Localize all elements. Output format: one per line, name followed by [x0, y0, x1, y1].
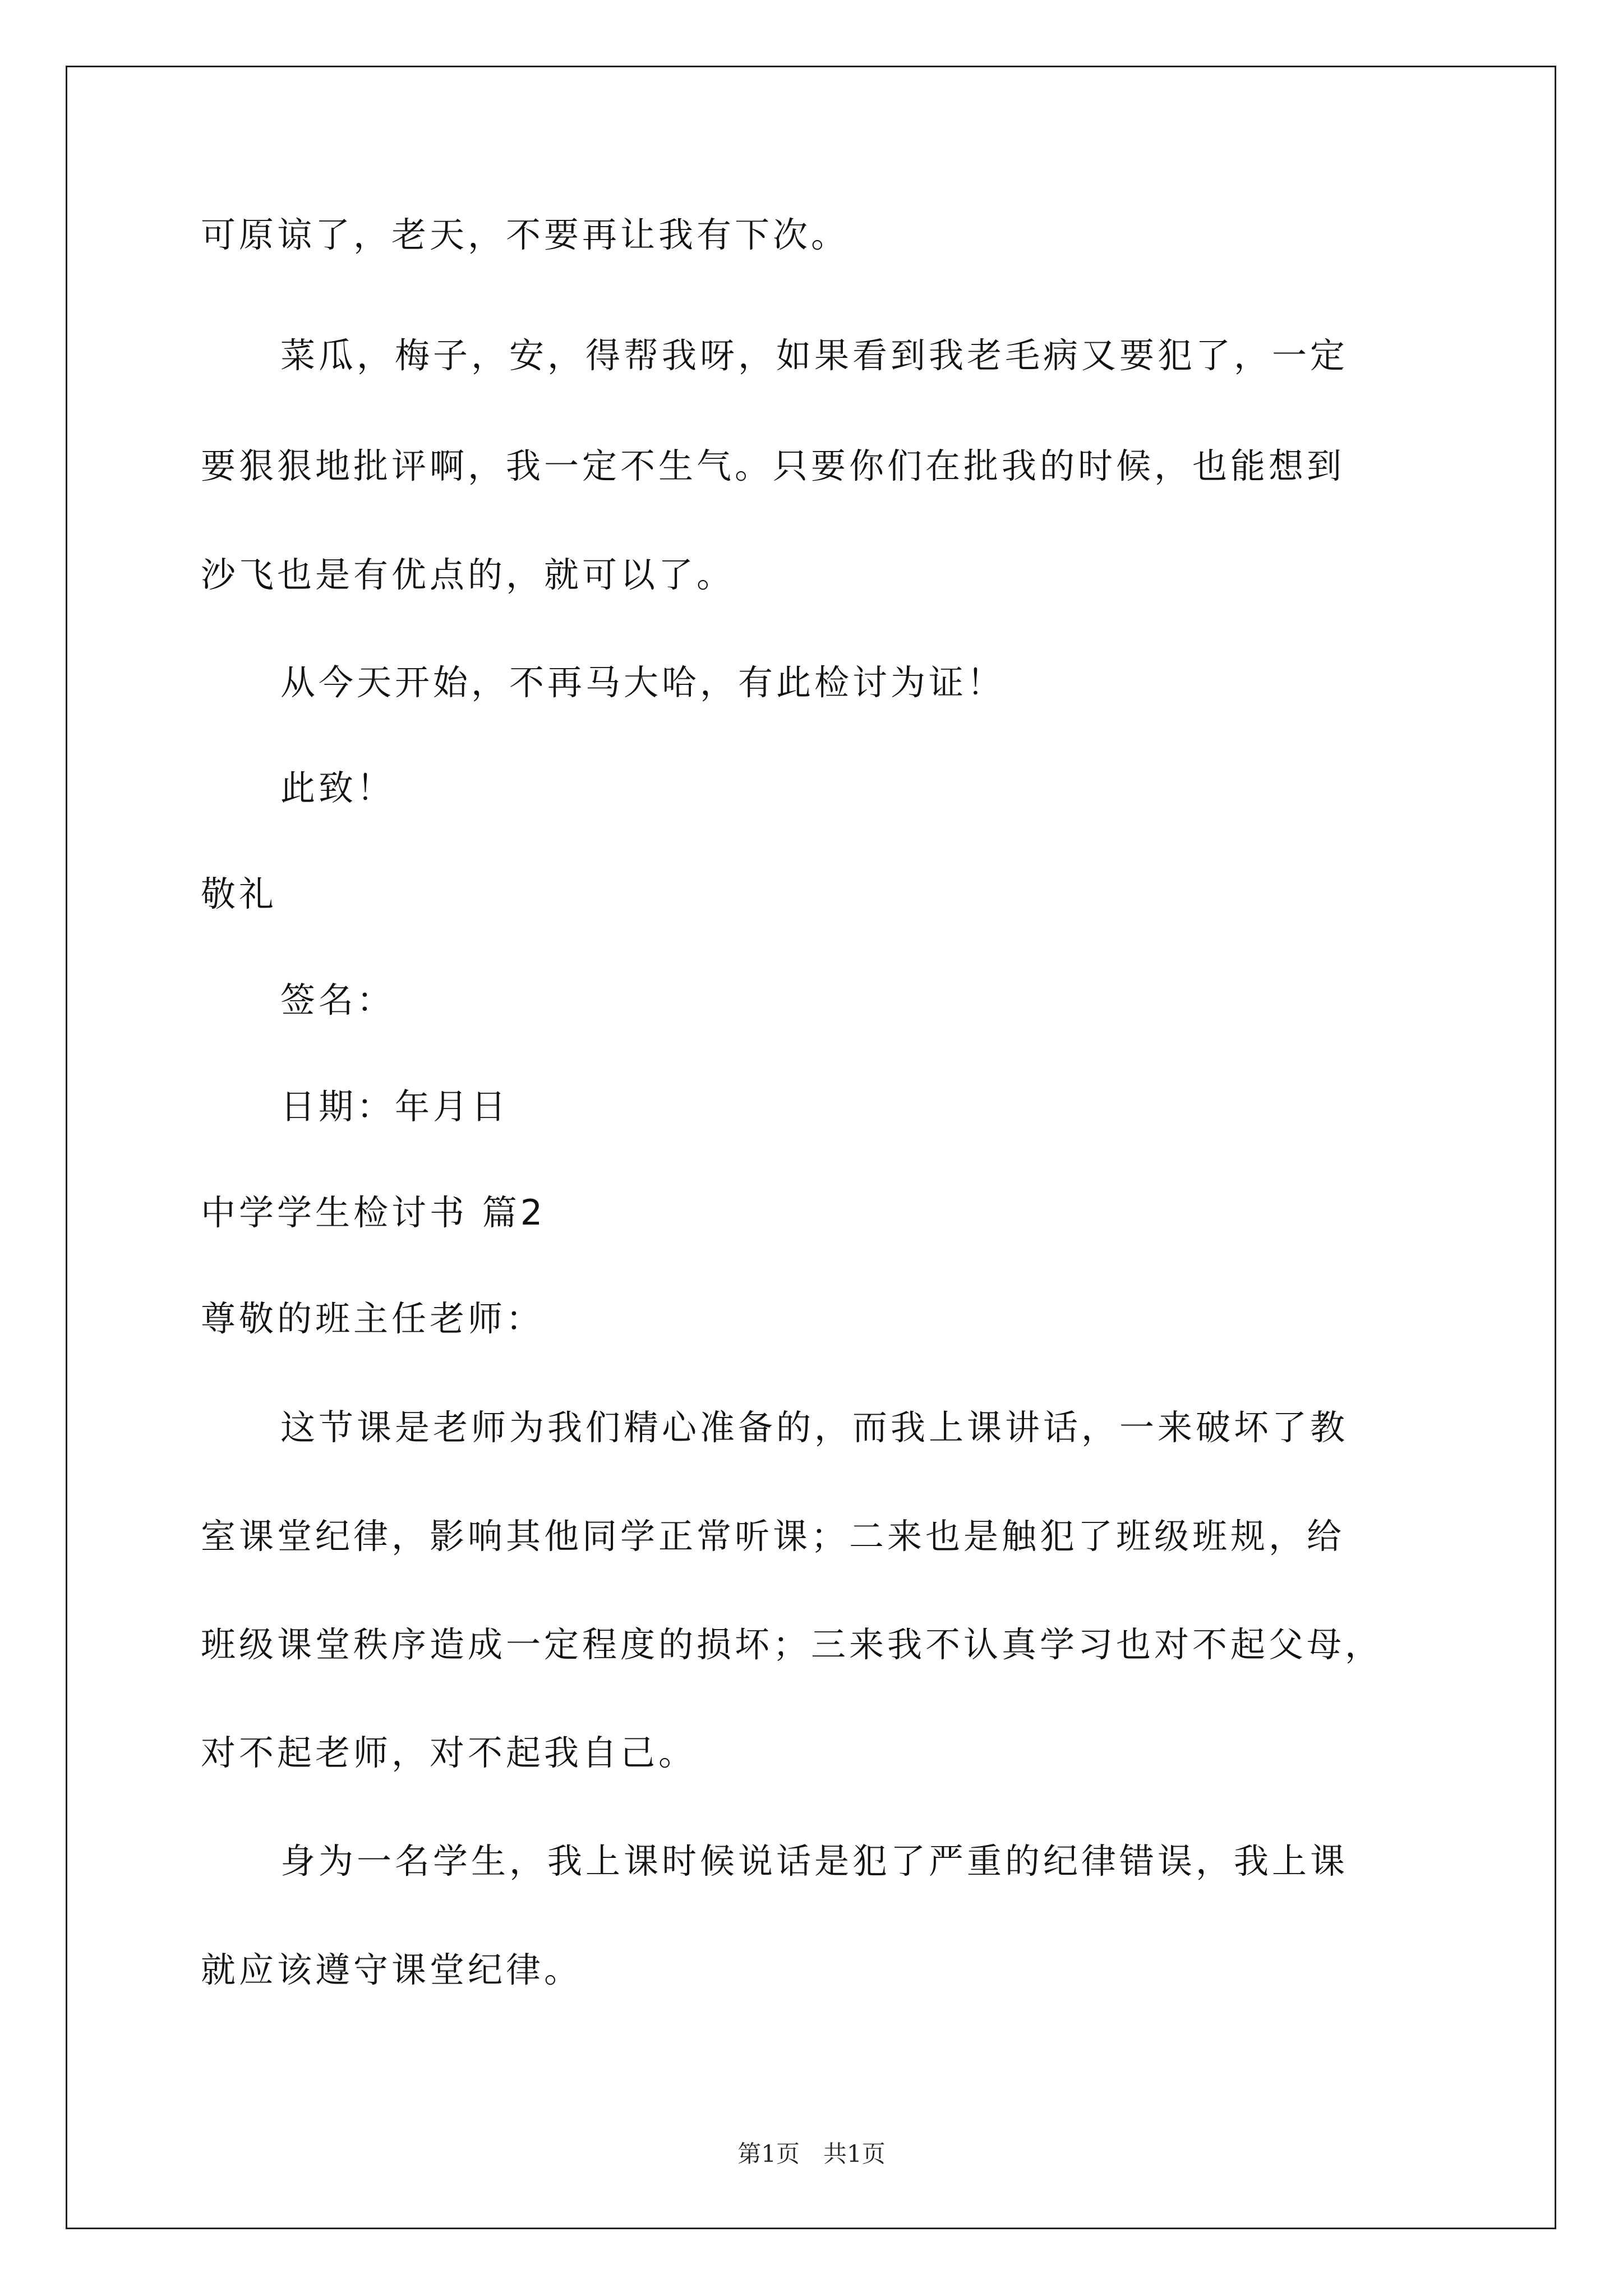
text-line: 室课堂纪律，影响其他同学正常听课；二来也是触犯了班级班规，给	[201, 1516, 1345, 1557]
text-line: 菜瓜，梅子，安，得帮我呀，如果看到我老毛病又要犯了，一定	[280, 335, 1349, 376]
text-line: 这节课是老师为我们精心准备的，而我上课讲话，一来破坏了教	[280, 1407, 1349, 1448]
page-number: 第1页 共1页	[737, 2140, 886, 2168]
section-heading: 中学学生检讨书 篇2	[201, 1192, 546, 1233]
text-line: 班级课堂秩序造成一定程度的损坏；三来我不认真学习也对不起父母，	[201, 1624, 1384, 1665]
page-frame	[66, 66, 1556, 2229]
salutation: 尊敬的班主任老师：	[201, 1298, 545, 1339]
text-line: 沙飞也是有优点的，就可以了。	[201, 554, 735, 595]
text-line: 就应该遵守课堂纪律。	[201, 1949, 583, 1990]
text-line: 可原谅了，老天，不要再让我有下次。	[201, 214, 850, 255]
text-line: 身为一名学生，我上课时候说话是犯了严重的纪律错误，我上课	[280, 1841, 1349, 1881]
text-line: 要狠狠地批评啊，我一定不生气。只要你们在批我的时候，也能想到	[201, 445, 1345, 486]
text-line: 敬礼	[201, 873, 278, 914]
text-line: 日期：年月日	[280, 1086, 510, 1127]
text-line: 对不起老师，对不起我自己。	[201, 1732, 697, 1773]
text-line: 此致！	[280, 767, 395, 808]
text-line: 从今天开始，不再马大哈，有此检讨为证！	[280, 662, 1006, 703]
text-line: 签名：	[280, 979, 395, 1020]
